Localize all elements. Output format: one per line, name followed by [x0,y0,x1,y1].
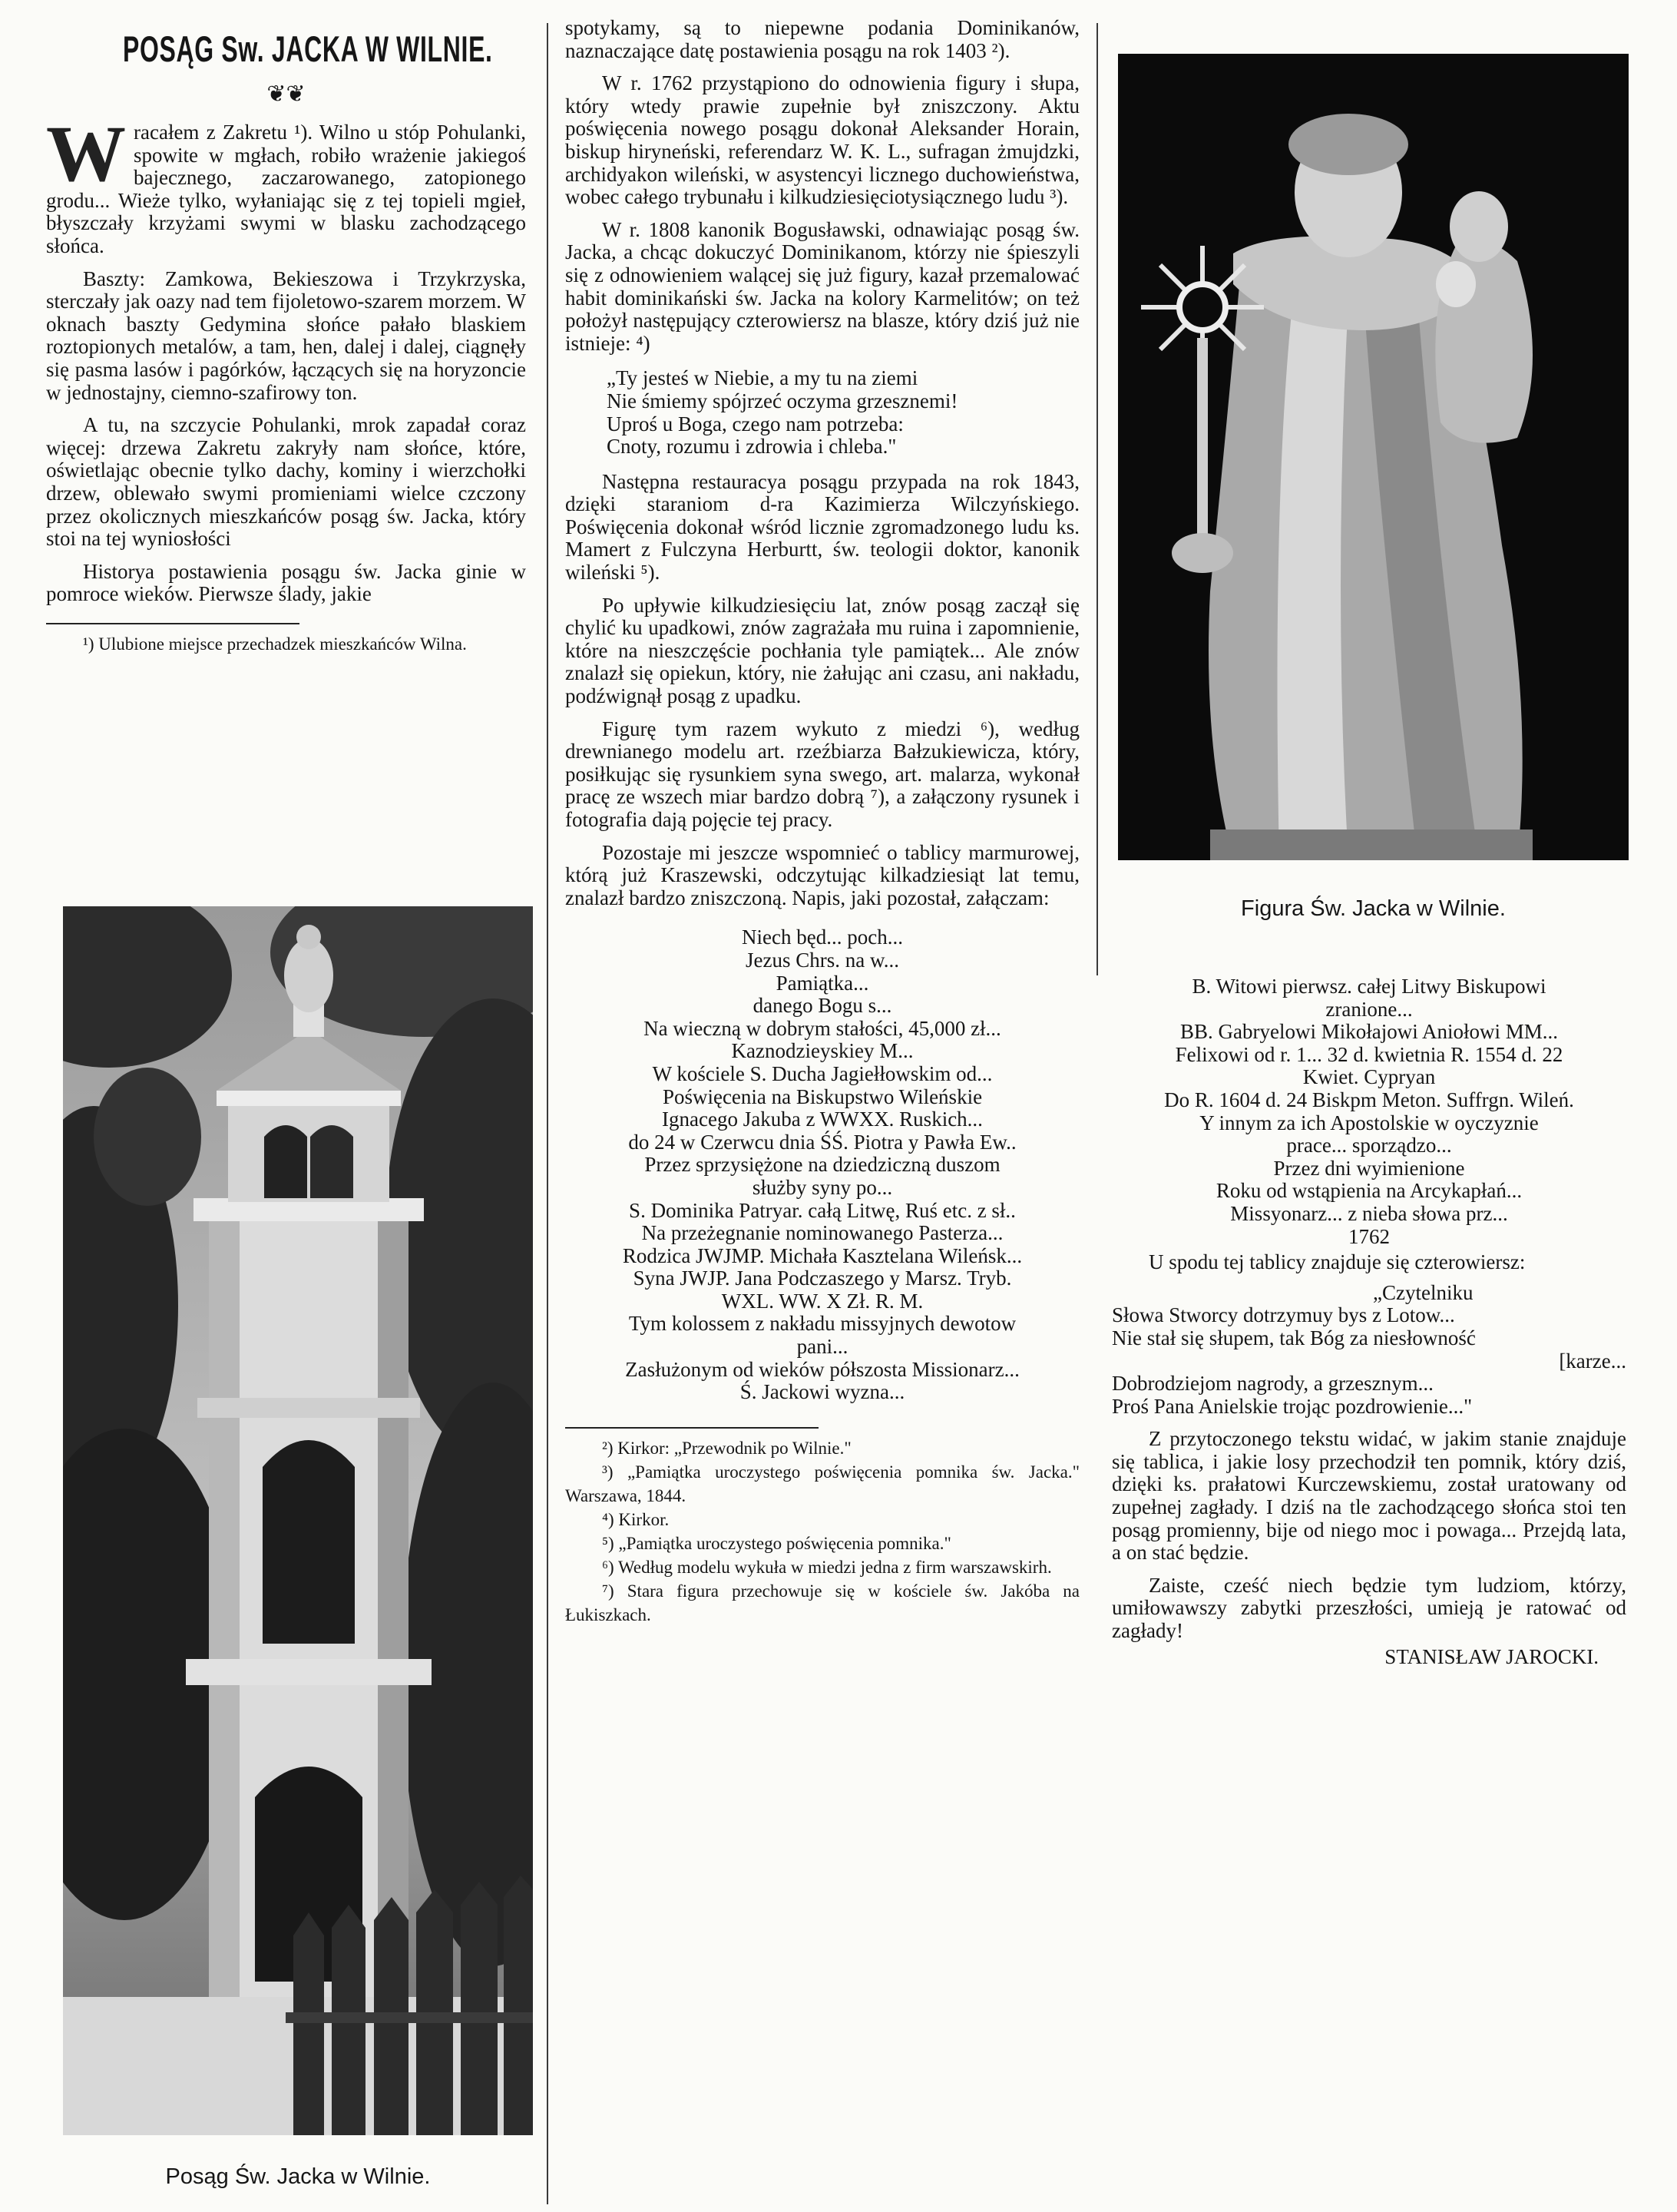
inscription-line: W kościele S. Ducha Jagiełłowskim od... [652,1061,993,1085]
paragraph: W r. 1762 przystąpiono do odnowienia figury i słupa, który wtedy prawie zupełnie był zniszczony. Aktu poświęcenia nowego posągu dokonał Aleksander Horain, biskup hiryneński, referendarz W. K. L., sufragan żmujdzki, archidyakon wileński, w asystencyi licznego duchowieństwa, wobec całego trybunału i kilkudziesięciotysiącznego ludu ³). [565,71,1080,209]
footnote: ⁷) Stara figura przechowuje się w kościele św. Jakóba na Łukiszkach. [565,1581,1080,1624]
verse-line: Słowa Stworcy dotrzymuy bys z Lotow... [1112,1303,1455,1327]
paragraph: spotykamy, są to niepewne podania Dominikanów, naznaczające datę postawienia posągu na rok 1403 ²). [565,16,1080,62]
column-1 [46,28,526,656]
paragraph: Figurę tym razem wykuto z miedzi ⁶), według drewnianego modelu art. rzeźbiarza Bałzukiewicza, który, posiłkując się rysunkiem syna swego, art. malarza, wykonał pracę ze wszech miar bardzo dobrą ⁷), a załączony rysunek i fotografia dają pojęcie tej pracy. [565,717,1080,831]
figure-2-caption: Figura Św. Jacka w Wilnie. [1241,896,1506,921]
verse-line: Nie śmiemy spójrzeć oczyma grzesznemi! [607,389,958,412]
paragraph: Zaiste, cześć niech będzie tym ludziom, którzy, umiłowawszy zabytki przeszłości, umieją je ratować od zagłady! [1112,1573,1626,1643]
inscription-line: do 24 w Czerwcu dnia ŚŚ. Piotra y Pawła Ew.. [628,1130,1017,1154]
paragraph: Pozostaje mi jeszcze wspomnieć o tablicy marmurowej, którą już Kraszewski, odczytując kilkadziesiąt lat temu, znalazł bardzo zniszczoną. Napis, jaki pozostał, załączam: [565,840,1080,909]
footnote: ¹) Ulubione miejsce przechadzek mieszkańców Wilna. [83,634,467,654]
paragraph: A tu, na szczycie Pohulanki, mrok zapadał coraz więcej: drzewa Zakretu zakryły nam słońce, które, oświetlając obecnie tylko dachy, kominy i wierzchołki drzew, oblewało swymi promieniami wielce czczony przez okolicznych mieszkańców posąg św. Jacka, który stoi na tej wyniosłości [46,413,526,551]
inscription-line: WXL. WW. X Zł. R. M. [721,1289,924,1313]
footnotes [565,1436,1080,1627]
verse-line: [karze... [1559,1349,1626,1373]
inscription-line: Poświęcenia na Biskupstwo Wileńskie [662,1084,983,1108]
column-rule-right [1096,23,1098,975]
verse-line: „Ty jesteś w Niebie, a my tu na ziemi [607,366,918,390]
paragraph: W r. 1808 kanonik Bogusławski, odnawiając posąg św. Jacka, a chcąc dokuczyć Dominikanom, którzy nie śpieszyli się z odnowieniem walącej się już figury, kazał przemalować habit dominikański św. Jacka na kolory Karmelitów; on też położył następujący czterowiersz na blasze, który dziś już nie istnieje: ⁴) [565,217,1080,355]
paragraph: Po upływie kilkudziesięciu lat, znów posąg zaczął się chylić ku upadkowi, znów zagrażała mu ruina i zapomnienie, które na nieszczęście pochłania tyle pamiątek... Ale znów znalazł się opiekun, który, nie żałując ani czasu, ani nakładu, podźwignął posąg z upadku. [565,593,1080,708]
inscription-line: Na wieczną w dobrym stałości, 45,000 zł... [643,1016,1001,1040]
inscription-line: Zasłużonym od wieków półszosta Missionarz... [625,1357,1020,1381]
inscription-tablet-continued [1112,975,1626,1248]
paragraph: Baszty: Zamkowa, Bekieszowa i Trzykrzyska, sterczały jak oazy nad tem fijoletowo-szarem morzem. W oknach baszty Gedymina słońce pałało blaskiem roztopionych metalów, a tam, hen, dalej i dalej, ciągnęły się pasma lasów i pagórków, łączących się na horyzoncie w jednostajny, ciemno-szafirowy ton. [46,267,526,404]
inscription-line: Tym kolossem z nakładu missyjnych dewotow [628,1312,1017,1336]
footnote: ⁴) Kirkor. [602,1509,670,1529]
verse-line: Nie stał się słupem, tak Bóg za niesłowność [1112,1326,1476,1349]
inscription-line: Rodzica JWJMP. Michała Kasztelana Wileńsk... [622,1243,1023,1267]
inscription-line: Niech będ... poch... [742,926,903,949]
footnote: ⁶) Według modelu wykuła w miedzi jedna z firm warszawskirh. [602,1557,1052,1577]
paragraph: Historya postawienia posągu św. Jacka ginie w pomroce wieków. Pierwsze ślady, jakie [46,559,526,606]
paragraph: Z przytoczonego tekstu widać, w jakim stanie znajduje się tablica, i jakie losy przechodził ten pomnik, który dziś, dzięki ks. prałatowi Kurczewskiemu, został uratowany od zupełnej zagłady. I dziś na tle zachodzącego słońca stoi ten posąg promienny, bije od niego moc i powaga... Przejdą lata, a on stać będzie. [1112,1427,1626,1565]
statue-column-illustration [63,906,533,2135]
inscription-line: Syna JWJP. Jana Podczaszego y Marsz. Tryb. [633,1267,1012,1290]
paragraph: U spodu tej tablicy znajduje się czterowiersz: [1149,1250,1526,1274]
inscription-line: B. Witowi pierwsz. całej Litwy Biskupowi [1192,975,1546,998]
article-title: POSĄG Sw. JACKA W WILNIE. [123,28,493,69]
verse-title: „Czytelniku [1373,1280,1474,1304]
inscription-line: Missyonarz... z nieba słowa prz... [1230,1201,1508,1225]
footnote-rule [46,623,299,624]
drop-cap: W [46,110,126,198]
inscription-line: S. Dominika Patryar. całą Litwę, Ruś etc. z sł.. [629,1198,1016,1222]
inscription-line: Y innym za ich Apostolskie w oyczyznie [1199,1111,1539,1134]
column-2 [565,17,1080,1627]
inscription-line: Kwiet. Cypryan [1302,1065,1436,1089]
inscription-line: prace... sporządzo... [1286,1134,1452,1157]
inscription-line: pani... [796,1335,848,1359]
verse-quatrain [607,367,1080,458]
footnote-rule [565,1427,819,1429]
author-signature: STANISŁAW JAROCKI. [1384,1644,1599,1668]
inscription-line: Felixowi od r. 1... 32 d. kwietnia R. 1554 d. 22 [1175,1042,1563,1066]
photo-saint-statue [1118,54,1629,860]
inscription-line: Roku od wstąpienia na Arcykapłań... [1216,1179,1523,1203]
inscription-line: 1762 [1348,1224,1390,1248]
inscription-line: Jezus Chrs. na w... [746,948,899,972]
inscription-line: służby syny po... [752,1175,893,1199]
inscription-line: BB. Gabryelowi Mikołajowi Aniołowi MM... [1180,1020,1558,1044]
figure-1-caption: Posąg Św. Jacka w Wilnie. [165,2164,431,2189]
verse-line: Uproś u Boga, czego nam potrzeba: [607,412,904,435]
inscription-line: zranione... [1325,997,1413,1021]
inscription-line: Przez dni wyimienione [1273,1156,1465,1180]
paragraph: Następna restauracya posągu przypada na rok 1843, dzięki staraniom d-ra Kazimierza Wilczyńskiego. Poświęcenia dokonał wśród licznie zgromadzonego ludu ks. Mamert z Fulczyna Herburtt, św. teologii doktor, kanonik wileński ⁵). [565,469,1080,584]
inscription-line: Na przeżegnanie nominowanego Pasterza... [641,1221,1004,1245]
footnote: ²) Kirkor: „Przewodnik po Wilnie." [602,1438,852,1458]
inscription-line: Pamiątka... [776,971,869,995]
inscription-line: Ignacego Jakuba z WWXX. Ruskich... [662,1108,983,1131]
title-ornament: ❦❦ [266,81,306,107]
verse-czytelniku [1112,1282,1626,1419]
inscription-line: danego Bogu s... [752,994,892,1018]
inscription-line: Kaznodzieyskiey M... [731,1039,914,1063]
inscription-tablet [565,926,1080,1403]
footnote: ⁵) „Pamiątka uroczystego poświęcenia pomnika." [602,1533,951,1553]
inscription-line: Do R. 1604 d. 24 Biskpm Meton. Suffrgn. Wileń. [1164,1088,1574,1111]
footnote: ³) „Pamiątka uroczystego poświęcenia pomnika św. Jacka." Warszawa, 1844. [565,1462,1080,1505]
verse-line: Dobrodziejom nagrody, a grzesznym... [1112,1372,1434,1396]
inscription-line: Przez sprzysiężone na dziedziczną duszom [644,1153,1001,1177]
column-rule-left [547,23,548,2204]
saint-statue-illustration [1118,54,1629,860]
column-3 [1112,975,1626,1668]
verse-line: Proś Pana Anielskie trojąc pozdrowienie..." [1112,1394,1473,1418]
verse-line: Cnoty, rozumu i zdrowia i chleba." [607,435,897,459]
photo-statue-column [63,906,533,2135]
paragraph: racałem z Zakretu ¹). Wilno u stóp Pohulanki, spowite w mgłach, robiło wrażenie jakiegoś bajecznego, zaczarowanego, zatopionego grodu... Wieże tylko, wyłaniając się z tej topieli mgieł, błyszczały krzyżami swymi w blasku zachodzącego słońca. [46,121,526,257]
inscription-line: Ś. Jackowi wyzna... [739,1380,905,1404]
